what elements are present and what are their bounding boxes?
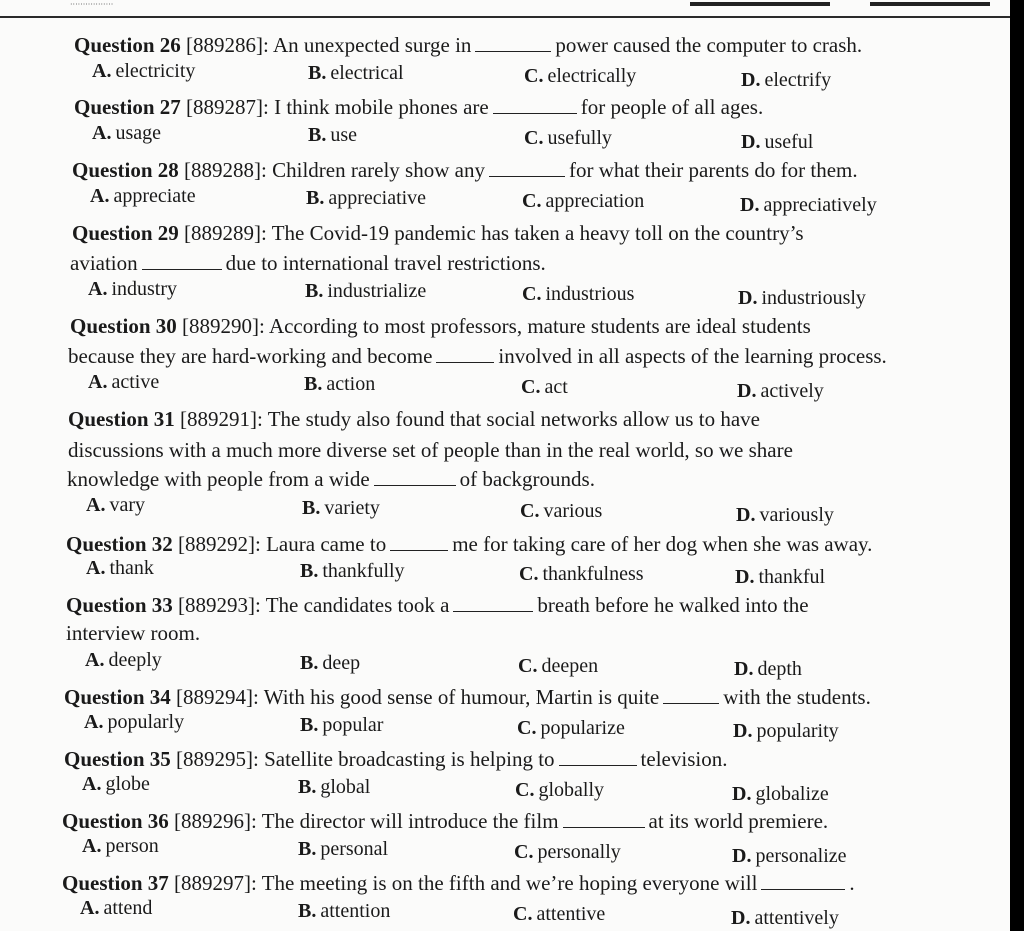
answer-blank [436,344,494,363]
question-stem: Question 29 [889289]: The Covid-19 pandemic has taken a heavy toll on the country’s [72,221,804,245]
option-c: C. deepen [518,655,599,677]
answer-blank [489,158,565,177]
option-b: B. popular [300,714,384,736]
option-b: B. thankfully [300,560,405,582]
answer-blank [453,593,533,612]
option-c: C. act [521,376,568,398]
option-c: C. industrious [522,283,635,305]
option-b: B. variety [302,497,380,519]
option-b: B. electrical [308,62,404,84]
option-c: C. electrically [524,65,637,87]
option-b: B. global [298,776,371,798]
option-a: A. thank [86,557,154,579]
option-a: A. industry [88,278,178,300]
question-stem: Question 37 [889297]: The meeting is on the fifth and we’re hoping everyone will . [62,871,855,895]
option-d: D. industriously [738,287,866,309]
option-d: D. personalize [732,845,847,867]
header-rule [0,0,1010,18]
option-a: A. appreciate [90,185,196,207]
option-b: B. industrialize [305,280,427,302]
option-b: B. deep [300,652,361,674]
question-stem: Question 26 [889286]: An unexpected surge in power caused the computer to crash. [74,33,863,57]
question-stem: Question 32 [889292]: Laura came to me for taking care of her dog when she was away. [66,532,873,556]
option-d: D. useful [741,131,814,153]
answer-blank [559,747,637,766]
answer-blank [475,33,551,52]
option-a: A. person [82,835,159,857]
answer-blank [761,871,845,890]
option-c: C. thankfulness [519,563,644,585]
option-c: C. popularize [517,717,625,739]
option-d: D. depth [734,658,802,680]
option-d: D. popularity [733,720,839,742]
question-stem: Question 35 [889295]: Satellite broadcasting is helping to television. [64,747,728,771]
header-fragment: ················· [70,0,114,9]
option-c: C. globally [515,779,604,801]
question-stem: Question 36 [889296]: The director will introduce the film at its world premiere. [62,809,829,833]
answer-blank [390,532,448,551]
option-a: A. popularly [84,711,185,733]
option-c: C. usefully [524,127,612,149]
option-a: A. attend [80,897,153,919]
option-d: D. thankful [735,566,826,588]
option-c: C. personally [514,841,621,863]
option-c: C. various [520,500,603,522]
answer-blank [563,809,645,828]
question-stem-line-2: discussions with a much more diverse set of people than in the real world, so we share [68,438,793,462]
option-b: B. appreciative [306,187,427,209]
option-d: D. electrify [741,69,832,91]
option-d: D. globalize [732,783,829,805]
option-a: A. deeply [85,649,162,671]
question-stem: Question 27 [889287]: I think mobile phones are for people of all ages. [74,95,764,119]
question-stem-line-2: because they are hard-working and become involved in all aspects of the learning process. [68,344,887,368]
question-stem: Question 28 [889288]: Children rarely show any for what their parents do for them. [72,158,858,182]
answer-blank [142,251,222,270]
option-a: A. globe [82,773,150,795]
question-stem-line-2: aviation due to international travel restrictions. [70,251,546,275]
option-d: D. variously [736,504,834,526]
option-c: C. attentive [513,903,606,925]
option-d: D. actively [737,380,824,402]
question-stem: Question 31 [889291]: The study also found that social networks allow us to have [68,407,760,431]
option-d: D. attentively [731,907,839,929]
question-stem: Question 30 [889290]: According to most professors, mature students are ideal students [70,314,811,338]
question-stem: Question 34 [889294]: With his good sense of humour, Martin is quite with the students. [64,685,871,709]
answer-blank [374,467,456,486]
option-d: D. appreciatively [740,194,877,216]
option-a: A. active [88,371,160,393]
option-a: A. vary [86,494,145,516]
option-a: A. electricity [92,60,196,82]
question-stem-line-3: knowledge with people from a wide of backgrounds. [67,467,595,491]
option-b: B. personal [298,838,389,860]
question-stem: Question 33 [889293]: The candidates took a breath before he walked into the [66,593,809,617]
option-b: B. attention [298,900,391,922]
option-b: B. action [304,373,376,395]
header-bar [690,2,830,6]
option-c: C. appreciation [522,190,645,212]
answer-blank [663,685,719,704]
option-a: A. usage [92,122,161,144]
question-stem-line-2: interview room. [66,621,201,645]
header-bar [870,2,990,6]
answer-blank [493,95,577,114]
option-b: B. use [308,124,358,146]
